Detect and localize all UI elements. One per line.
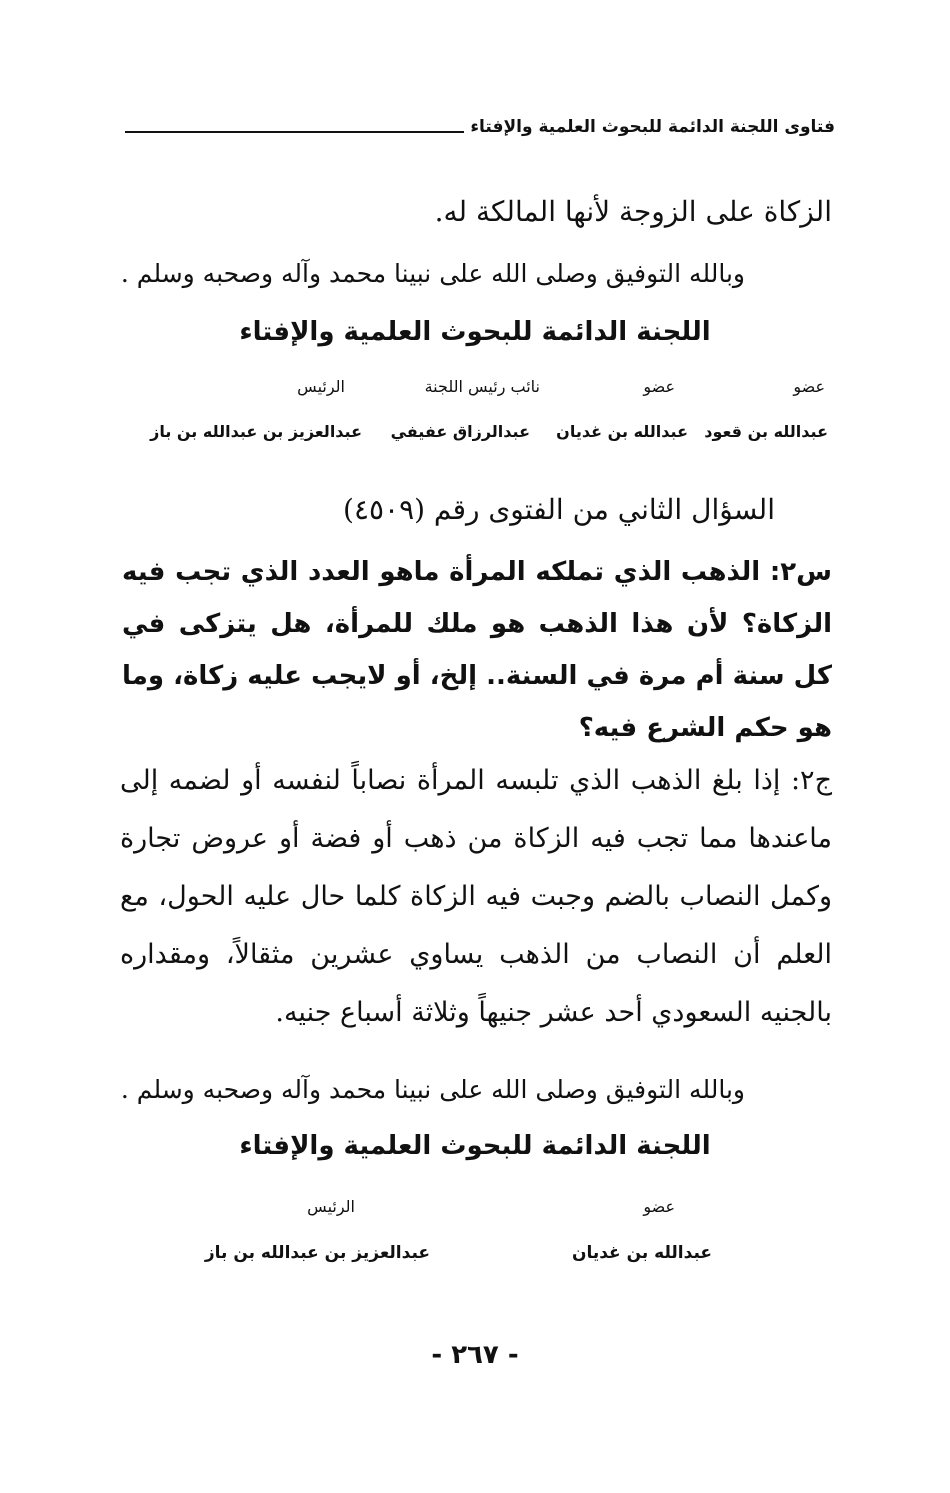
signatory-name: عبدالله بن غديان	[571, 1243, 712, 1263]
question-text: س٢: الذهب الذي تملكه المرأة ماهو العدد الذي تجب فيه الزكاة؟ لأن هذا الذهب هو ملك للمرأة، هل يتزكى في كل سنة أم مرة في السنة.. إلخ، أو لايجب عليه زكاة، وما هو حكم الشرع فيه؟	[122, 557, 832, 743]
closing-formula: وبالله التوفيق وصلى الله على نبينا محمد وآله وصحبه وسلم .	[120, 259, 745, 288]
signatory-roles	[0, 1194, 950, 1220]
signatory-name: عبدالعزيز بن عبدالله بن باز	[150, 422, 362, 441]
closing-formula: وبالله التوفيق وصلى الله على نبينا محمد وآله وصحبه وسلم .	[120, 1075, 745, 1104]
page-number: - ٢٦٧ -	[431, 1340, 519, 1370]
signatory-role: نائب رئيس اللجنة	[424, 377, 540, 396]
signatory-name: عبدالله بن قعود	[704, 422, 828, 441]
committee-heading: اللجنة الدائمة للبحوث العلمية والإفتاء	[239, 1131, 711, 1161]
signatory-name: عبدالعزيز بن عبدالله بن باز	[204, 1243, 430, 1263]
header-rule	[125, 131, 464, 133]
signatory-roles	[0, 374, 950, 400]
signatory-role: عضو	[793, 377, 825, 396]
running-title: فتاوى اللجنة الدائمة للبحوث العلمية والإفتاء	[470, 117, 835, 137]
signatory-names	[0, 419, 950, 445]
signatory-name: عبدالله بن غديان	[556, 422, 688, 441]
signatory-name: عبدالرزاق عفيفي	[390, 422, 530, 441]
signatory-role: الرئيس	[297, 377, 345, 396]
signatory-names	[0, 1240, 950, 1266]
signatory-role: الرئيس	[307, 1197, 355, 1216]
signatory-role: عضو	[643, 1197, 675, 1216]
committee-heading: اللجنة الدائمة للبحوث العلمية والإفتاء	[239, 317, 711, 347]
paragraph-continuation: الزكاة على الزوجة لأنها المالكة له.	[434, 195, 832, 228]
signatory-role: عضو	[643, 377, 675, 396]
fatwa-reference: السؤال الثاني من الفتوى رقم (٤٥٠٩)	[343, 493, 775, 526]
answer-text: ج٢: إذا بلغ الذهب الذي تلبسه المرأة نصاباً لنفسه أو لضمه إلى ماعندها مما تجب فيه الزكاة من ذهب أو فضة أو عروض تجارة وكمل النصاب بالضم وجبت فيه الزكاة كلما حال عليه الحول، مع العلم أن النصاب من الذهب يساوي عشرين مثقالاً، ومقداره بالجنيه السعودي أحد عشر جنيهاً وثلاثة أسباع جنيه.	[120, 765, 832, 1028]
running-header	[125, 112, 835, 142]
